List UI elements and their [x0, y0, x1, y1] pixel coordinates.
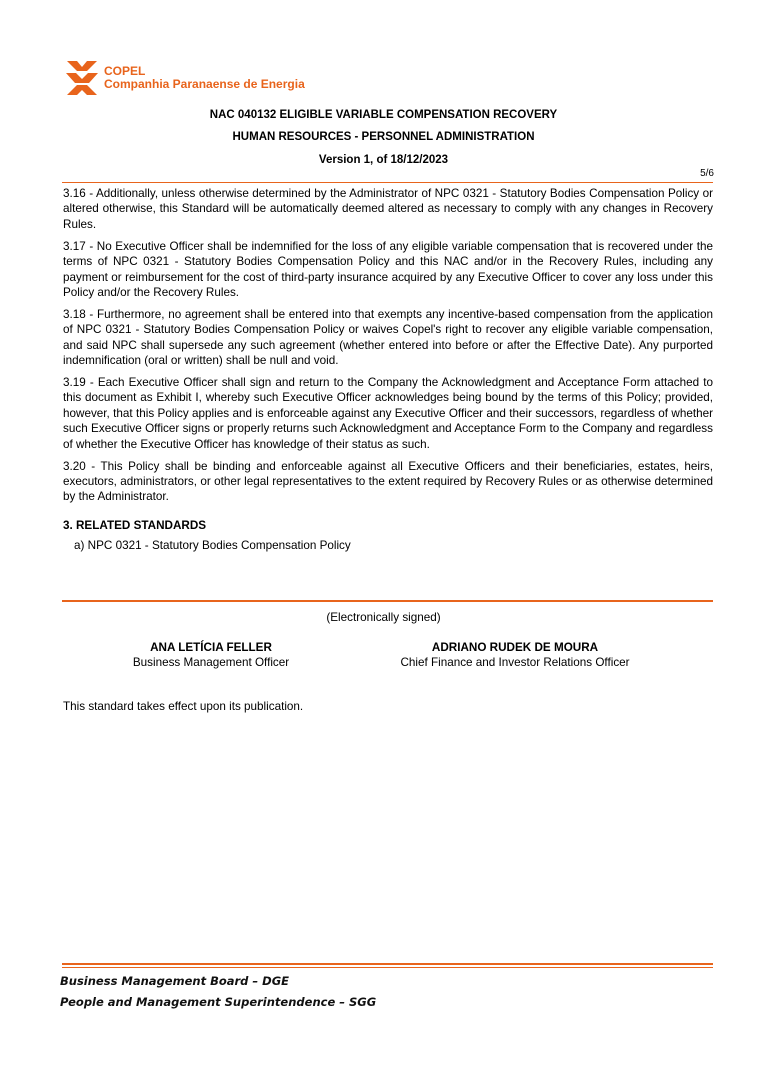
- document-body: [63, 186, 713, 560]
- signer-2-role: Chief Finance and Investor Relations Officer: [400, 656, 630, 669]
- section-title: 3. RELATED STANDARDS: [63, 518, 207, 532]
- header-divider: [62, 182, 713, 183]
- document-subtitle: HUMAN RESOURCES - PERSONNEL ADMINISTRATION: [232, 131, 535, 143]
- logo-line-1: COPEL: [104, 64, 146, 78]
- footer-divider-bottom: [62, 967, 713, 968]
- signature-divider: [62, 600, 713, 602]
- paragraph-3-19: 3.19 - Each Executive Officer shall sign and return to the Company the Acknowledgment and Acceptance Form attached to this document as Exhibit I, whereby such Executive Officer acknowledges being bound by the terms of this Policy; provided, however, that this Policy applies and is enforceable against any Executive Officer and their successors, regardless of whether such Executive Officer signs or properly returns such Acknowledgment and Acceptance Form to the Company and regardless of whether the Executive Officer has knowledge of their status as such.: [63, 375, 713, 451]
- signer-1-name: ANA LETÍCIA FELLER: [150, 641, 272, 654]
- signer-block-2: [400, 640, 629, 670]
- signer-2-name: ADRIANO RUDEK DE MOURA: [431, 641, 599, 654]
- signer-block-1: [133, 640, 289, 670]
- list-item: a) NPC 0321 - Statutory Bodies Compensation Policy: [74, 539, 351, 553]
- document-title: NAC 040132 ELIGIBLE VARIABLE COMPENSATION RECOVERY: [209, 109, 558, 121]
- footer-line-2: People and Management Superintendence – SGG: [60, 995, 377, 1009]
- signer-1-role: Business Management Officer: [132, 656, 290, 669]
- footer-line-1: Business Management Board – DGE: [60, 974, 290, 988]
- copel-logo-icon: [65, 60, 99, 96]
- paragraph-3-17: 3.17 - No Executive Officer shall be indemnified for the loss of any eligible variable compensation that is recovered under the terms of NPC 0321 - Statutory Bodies Compensation Policy and this NAC and/or in the Recovery Rules, including any payment or reimbursement for the cost of third-party insurance acquired by any Executive Officer to cover any loss under this Policy and/or the Recovery Rules.: [63, 239, 713, 299]
- document-version: Version 1, of 18/12/2023: [318, 154, 449, 166]
- signature-note: (Electronically signed): [326, 611, 441, 624]
- effect-note: This standard takes effect upon its publication.: [63, 700, 304, 713]
- logo-line-2: Companhia Paranaense de Energia: [104, 77, 305, 91]
- footer-divider-top: [62, 963, 713, 965]
- paragraph-3-20: 3.20 - This Policy shall be binding and enforceable against all Executive Officers and their beneficiaries, estates, heirs, executors, administrators, or other legal representatives to the extent required by Recovery Rules or as otherwise determined by the Administrator.: [63, 459, 713, 504]
- paragraph-3-16: 3.16 - Additionally, unless otherwise determined by the Administrator of NPC 0321 - Statutory Bodies Compensation Policy or altered otherwise, this Standard will be automatically deemed altered as necessary to comply with any changes in Recovery Rules.: [63, 187, 713, 231]
- page-number: 5/6: [700, 168, 714, 179]
- company-logo: [65, 60, 305, 96]
- paragraph-3-18: 3.18 - Furthermore, no agreement shall be entered into that exempts any incentive-based compensation from the application of NPC 0321 - Statutory Bodies Compensation Policy or waives Copel's right to recover any eligible variable compensation, and said NPC shall supersede any such agreement (whether entered into before or after the Effective Date). Any purported indemnification (oral or written) shall be null and void.: [63, 307, 713, 368]
